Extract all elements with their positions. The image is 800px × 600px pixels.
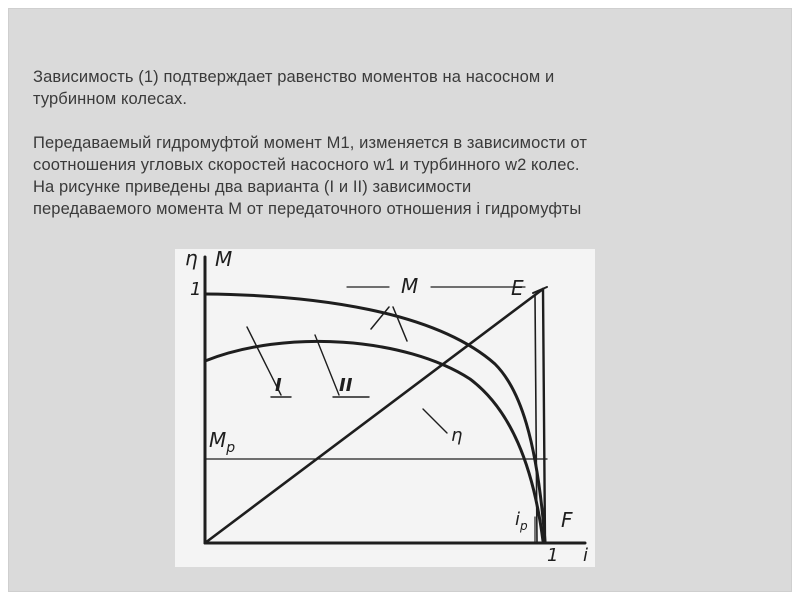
paragraph-1-line-1: Зависимость (1) подтверждает равенство моментов на насосном и: [33, 68, 555, 86]
paragraph-2: [33, 132, 773, 220]
coupling-diagram: [175, 249, 595, 567]
label-curve-i: I: [275, 375, 282, 396]
efficiency-line: [205, 289, 543, 543]
leader-ii: [315, 335, 339, 395]
label-m-curves: M: [401, 274, 419, 298]
label-curve-ii: II: [339, 375, 353, 396]
label-ip-main: i: [515, 509, 521, 530]
axis-label-i: i: [583, 545, 589, 566]
leader-m-1: [393, 307, 407, 341]
curve-ii: [205, 341, 543, 541]
leader-eta: [423, 409, 447, 433]
label-ip-sub: p: [520, 519, 528, 533]
label-mp-sub: p: [226, 440, 236, 456]
label-mp-main: M: [209, 428, 227, 452]
label-ip: [515, 509, 528, 533]
paragraph-2-line-2: соотношения угловых скоростей насосного w1 и турбинного w2 колес.: [33, 156, 580, 174]
tick-one-y: 1: [190, 279, 202, 300]
label-eta-curve: η: [451, 425, 463, 446]
coupling-diagram-svg: [175, 249, 595, 567]
ef-line: [543, 289, 545, 543]
axis-label-eta: η: [185, 249, 198, 270]
paragraph-2-line-1: Передаваемый гидромуфтой момент М1, изменяется в зависимости от: [33, 134, 587, 152]
label-f: F: [561, 508, 573, 532]
tick-one-x: 1: [547, 545, 559, 566]
paragraph-1: [33, 66, 773, 110]
slide-text: [33, 66, 773, 220]
label-e: E: [511, 276, 524, 300]
label-mp: [209, 428, 235, 456]
paragraph-2-line-4: передаваемого момента М от передаточного отношения i гидромуфты: [33, 200, 582, 218]
paragraph-1-line-2: турбинном колесах.: [33, 90, 188, 108]
slide: [8, 8, 792, 592]
axis-label-m: M: [215, 249, 233, 271]
paragraph-2-line-3: На рисунке приведены два варианта (I и II) зависимости: [33, 178, 472, 196]
